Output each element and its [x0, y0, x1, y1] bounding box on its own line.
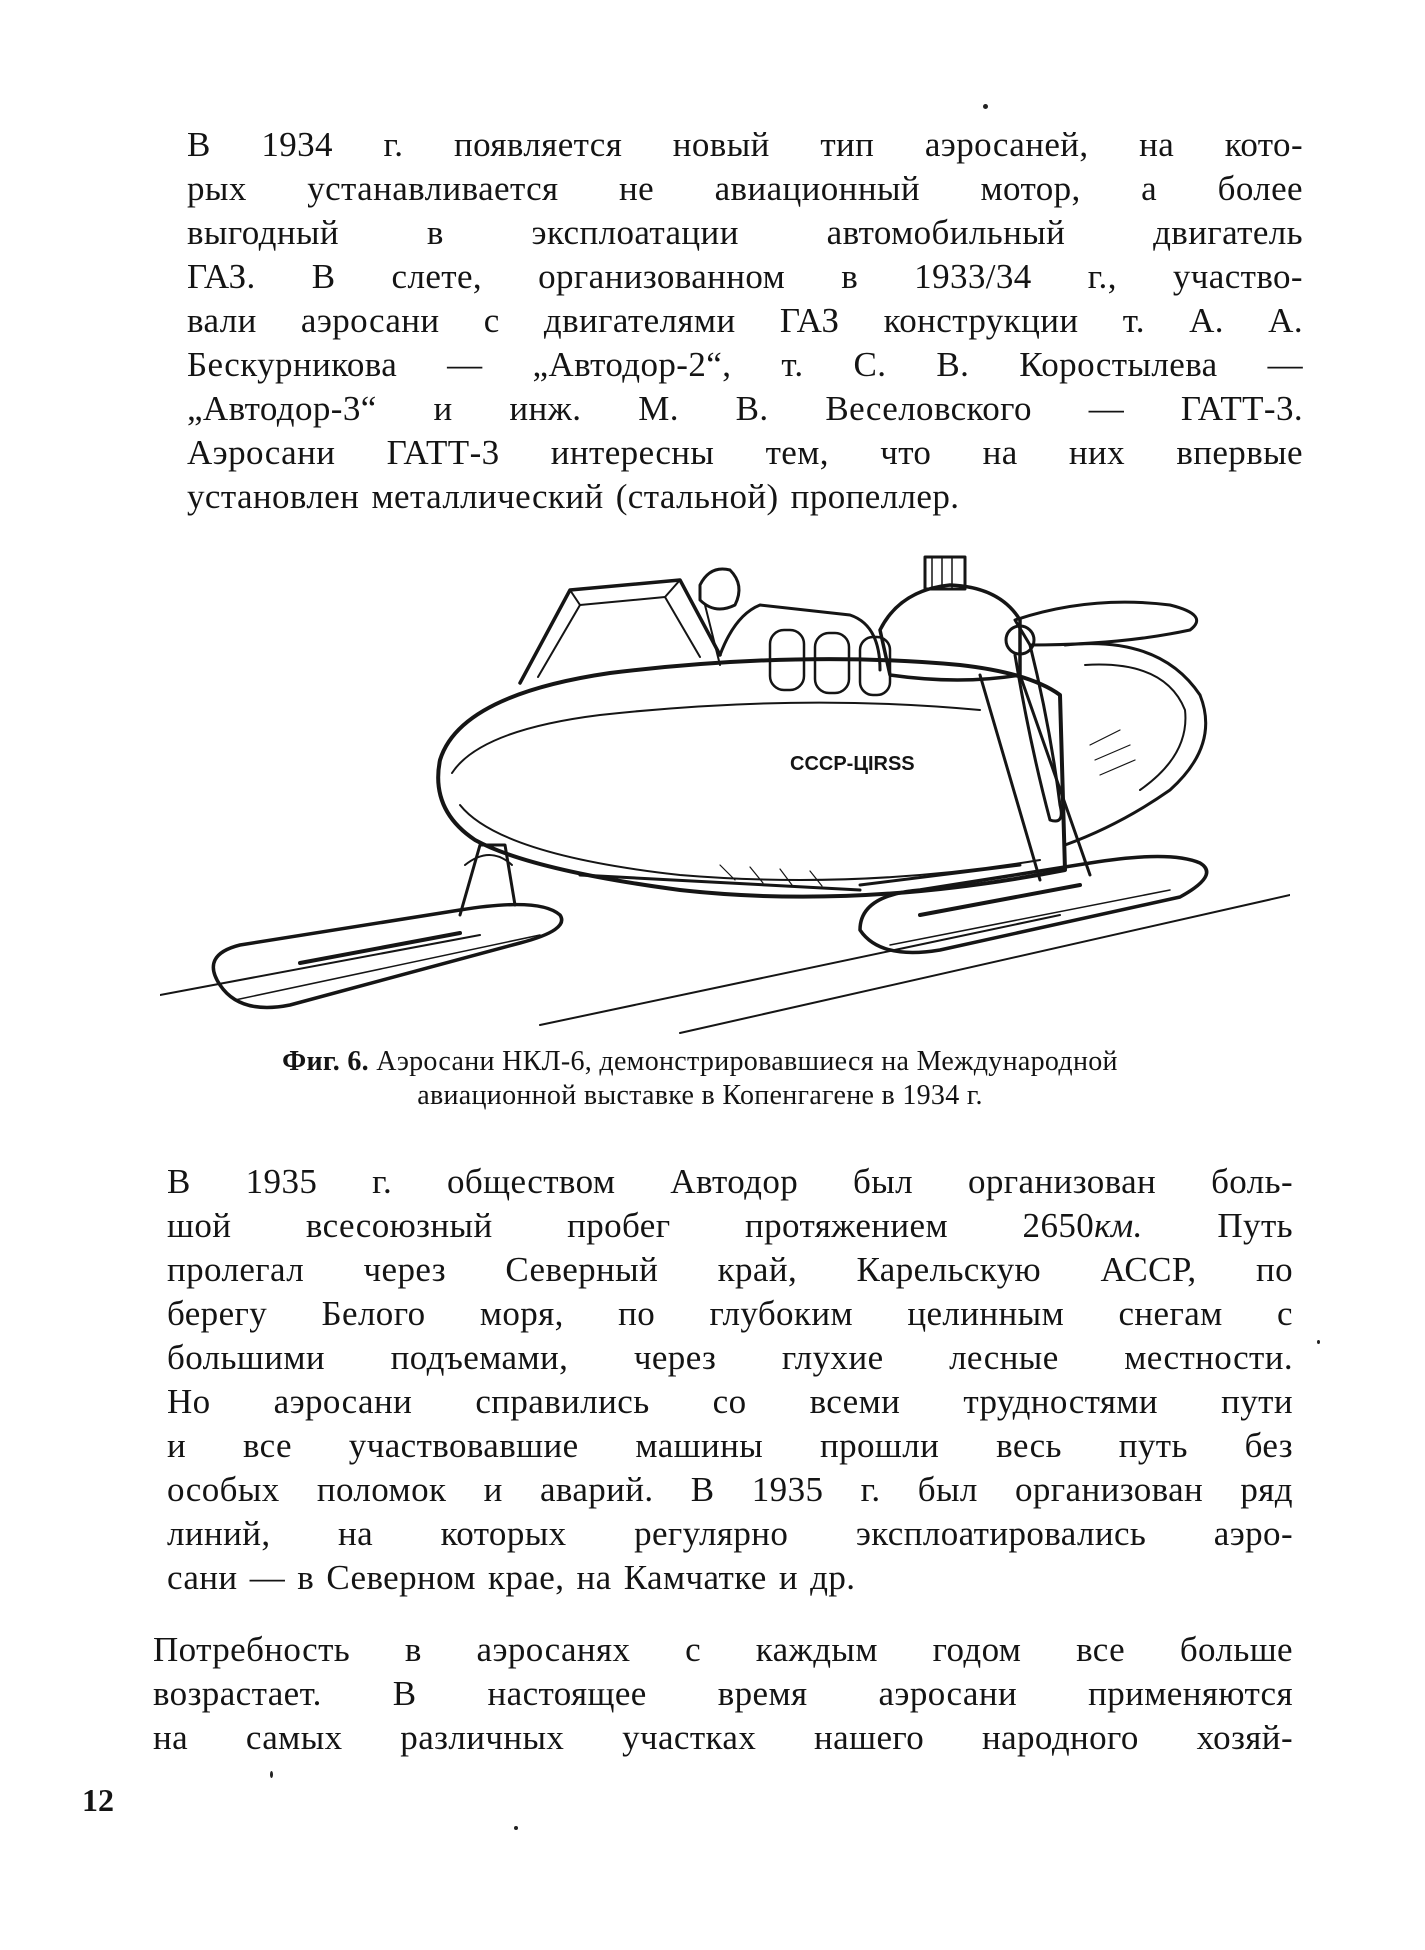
scan-speck: [514, 1826, 518, 1830]
figure-caption: [100, 1045, 1300, 1113]
scan-speck: [1317, 1340, 1320, 1344]
paragraph-line: ГАЗ. В слете, организованном в 1933/34 г., участво-: [187, 257, 1303, 296]
paragraph-line: большими подъемами, через глухие лесные местности.: [167, 1338, 1293, 1377]
paragraph-line: вали аэросани с двигателями ГАЗ конструкции т. А. А.: [187, 301, 1303, 340]
paragraph-line: берегу Белого моря, по глубоким целинным снегам с: [167, 1294, 1293, 1333]
paragraph-line: Но аэросани справились со всеми трудностями пути: [167, 1382, 1293, 1421]
scan-speck: [270, 1771, 273, 1778]
caption-line-1: [100, 1045, 1300, 1079]
unit-km: км.: [1094, 1206, 1143, 1245]
paragraph-line: В 1935 г. обществом Автодор был организован боль-: [167, 1162, 1293, 1201]
paragraph-line: линий, на которых регулярно эксплоатировались аэро-: [167, 1514, 1293, 1553]
paragraph-line: возрастает. В настоящее время аэросани применяются: [153, 1674, 1293, 1713]
paragraph-line: рых устанавливается не авиационный мотор, а более: [187, 169, 1303, 208]
aerosled-illustration: [160, 545, 1290, 1045]
line-text: Путь: [1217, 1206, 1294, 1245]
caption-label: Фиг. 6.: [282, 1046, 369, 1077]
line-text: шой всесоюзный пробег протяжением 2650: [167, 1206, 1095, 1245]
paragraph-1: [113, 123, 1303, 519]
paragraph-line: [93, 1204, 1293, 1248]
caption-line-2: авиационной выставке в Копенгагене в 1934 г.: [417, 1080, 983, 1111]
paragraph-line: особых поломок и аварий. В 1935 г. был организован ряд: [167, 1470, 1293, 1509]
scan-speck: [983, 104, 988, 109]
paragraph-3: [93, 1628, 1293, 1760]
paragraph-line: Бескурникова — „Автодор-2“, т. С. В. Коростылева —: [187, 345, 1303, 384]
caption-text: Аэросани НКЛ-6, демонстрировавшиеся на Международной: [376, 1046, 1118, 1077]
paragraph-line: В 1934 г. появляется новый тип аэросаней, на кото-: [187, 125, 1303, 164]
paragraph-line: установлен металлический (стальной) пропеллер.: [187, 477, 960, 516]
paragraph-line: сани — в Северном крае, на Камчатке и др.: [167, 1558, 856, 1597]
hull-marking: CCCP-ЦIRSS: [790, 753, 915, 775]
paragraph-line: пролегал через Северный край, Карельскую АССР, по: [167, 1250, 1293, 1289]
paragraph-line: „Автодор-3“ и инж. М. В. Веселовского — ГАТТ-3.: [187, 389, 1303, 428]
paragraph-2: [93, 1160, 1293, 1600]
paragraph-line: на самых различных участках нашего народного хозяй-: [153, 1718, 1293, 1757]
paragraph-line: выгодный в эксплоатации автомобильный двигатель: [187, 213, 1303, 252]
paragraph-line: Аэросани ГАТТ-3 интересны тем, что на них впервые: [187, 433, 1303, 472]
paragraph-line: Потребность в аэросанях с каждым годом все больше: [153, 1630, 1293, 1669]
paragraph-line: и все участвовавшие машины прошли весь путь без: [167, 1426, 1293, 1465]
page-number: 12: [82, 1782, 114, 1818]
